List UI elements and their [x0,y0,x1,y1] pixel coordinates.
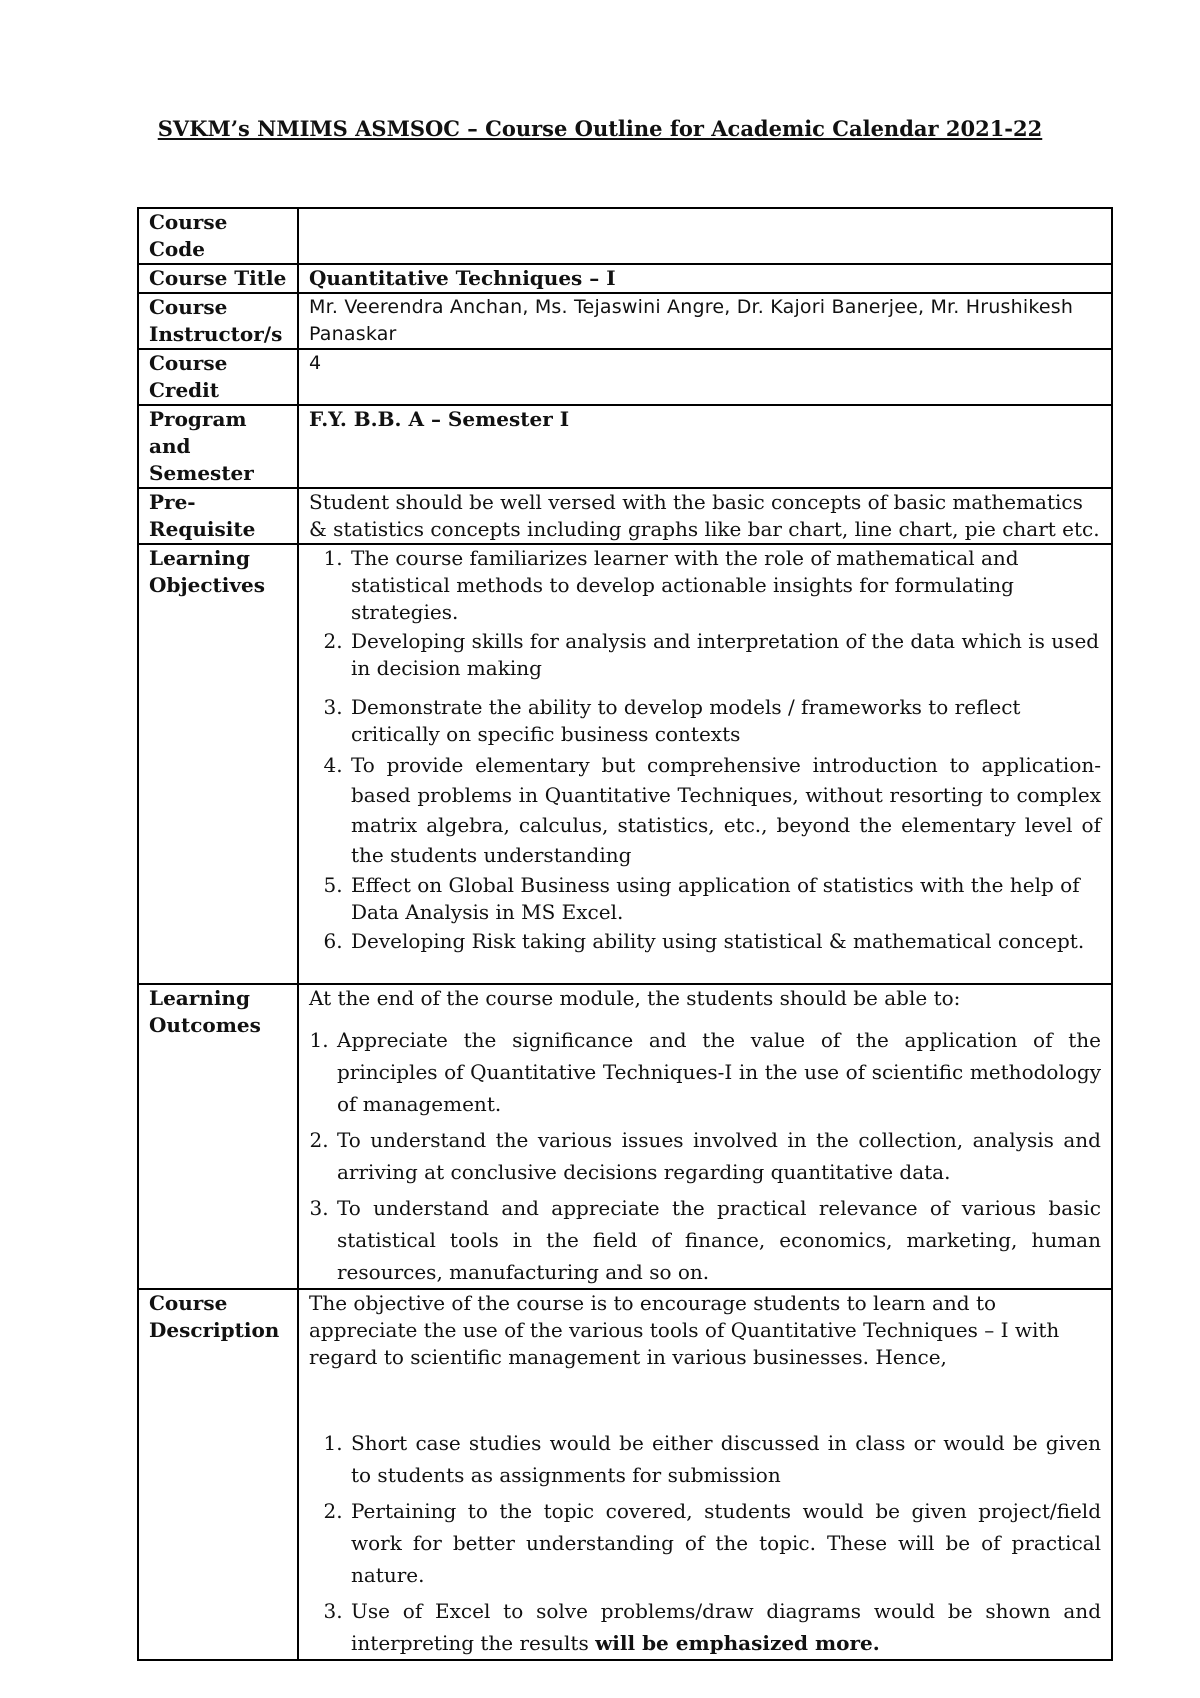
list-item: 6. Developing Risk taking ability using statistical & mathematical concept. [349,928,1101,955]
document-title: SVKM’s NMIMS ASMSOC – Course Outline for Academic Calendar 2021-22 [157,116,1043,141]
objectives-list [309,545,1101,955]
value-instructors: Mr. Veerendra Anchan, Ms. Tejaswini Angre, Dr. Kajori Banerjee, Mr. Hrushikesh Panaskar [298,293,1112,349]
label-program: Program and Semester [138,405,298,488]
list-item: 1. Short case studies would be either discussed in class or would be given to students as assignments for submission [349,1427,1101,1491]
label-course-code: Course Code [138,208,298,264]
label-instructors: Course Instructor/s [138,293,298,349]
value-program: F.Y. B.B. A – Semester I [298,405,1112,488]
value-course-code [298,208,1112,264]
list-item: 3. To understand and appreciate the practical relevance of various basic statistical tools in the field of finance, economics, marketing, human resources, manufacturing and so on. [335,1192,1101,1288]
label-description: Course Description [138,1289,298,1660]
list-item [349,1595,1101,1659]
label-objectives: Learning Objectives [138,544,298,984]
item-emphasis: will be emphasized more. [595,1631,880,1655]
outcomes-intro: At the end of the course module, the students should be able to: [309,986,961,1010]
value-prerequisite: Student should be well versed with the basic concepts of basic mathematics & statistics concepts including graphs like bar chart, line chart, pie chart etc. [298,488,1112,544]
label-credit: Course Credit [138,349,298,405]
list-item: 2. Pertaining to the topic covered, students would be given project/field work for better understanding of the topic. These will be of practical nature. [349,1495,1101,1591]
value-credit: 4 [298,349,1112,405]
list-item: 2. Developing skills for analysis and interpretation of the data which is used in decision making [349,628,1101,682]
row-credit [138,349,1112,405]
list-item: 1. The course familiarizes learner with the role of mathematical and statistical methods to develop actionable insights for formulating strategies. [349,545,1101,626]
row-program [138,405,1112,488]
list-item: 2. To understand the various issues involved in the collection, analysis and arriving at conclusive decisions regarding quantitative data. [335,1124,1101,1188]
row-objectives [138,544,1112,984]
row-outcomes [138,984,1112,1289]
label-outcomes: Learning Outcomes [138,984,298,1289]
list-item: 4. To provide elementary but comprehensive introduction to application-based problems in Quantitative Techniques, without resorting to complex matrix algebra, calculus, statistics, etc., beyond the elementary level of the students understanding [349,750,1101,870]
row-course-title [138,264,1112,293]
label-prerequisite: Pre-Requisite [138,488,298,544]
row-instructors [138,293,1112,349]
description-intro: The objective of the course is to encourage students to learn and to appreciate the use of the various tools of Quantitative Techniques – I with regard to scientific management in various businesses. Hence, [309,1291,1060,1369]
description-list [309,1427,1101,1659]
value-outcomes [298,984,1112,1289]
label-course-title: Course Title [138,264,298,293]
item-text: Use of Excel to solve problems/draw diagrams would be shown and interpreting the results [351,1599,1101,1655]
row-prerequisite [138,488,1112,544]
value-objectives [298,544,1112,984]
course-outline-table [137,207,1113,1661]
list-item: 1. Appreciate the significance and the value of the application of the principles of Quantitative Techniques-I in the use of scientific methodology of management. [335,1024,1101,1120]
outcomes-list [309,1024,1101,1288]
value-course-title: Quantitative Techniques – I [298,264,1112,293]
list-item: 5. Effect on Global Business using application of statistics with the help of Data Analysis in MS Excel. [349,872,1101,926]
row-course-code [138,208,1112,264]
list-item: 3. Demonstrate the ability to develop models / frameworks to reflect critically on specific business contexts [349,694,1101,748]
value-description [298,1289,1112,1660]
row-description [138,1289,1112,1660]
